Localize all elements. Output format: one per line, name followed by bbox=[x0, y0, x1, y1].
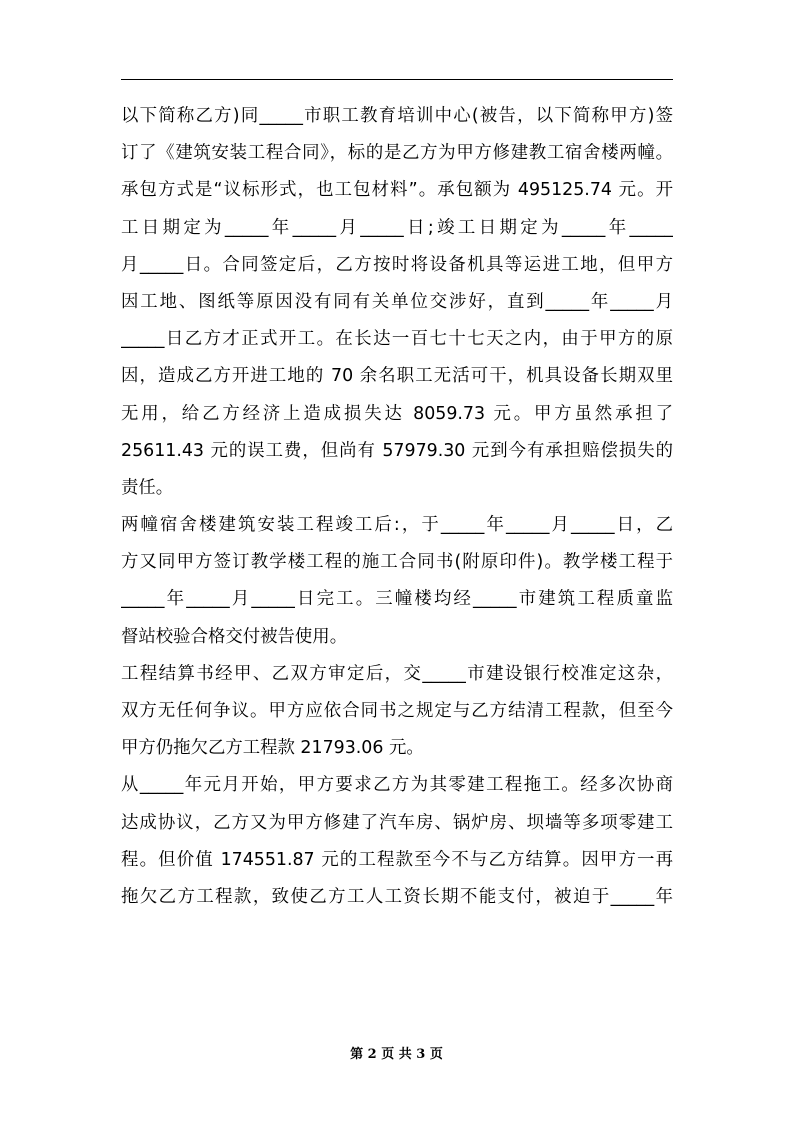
text-line: 无用，给乙方经济上造成损失达 8059.73 元。甲方虽然承担了 bbox=[121, 403, 673, 424]
document-body bbox=[121, 98, 673, 916]
text-line: 程。但价值 174551.87 元的工程款至今不与乙方结算。因甲方一再 bbox=[121, 849, 673, 870]
text-line: 双方无任何争议。甲方应依合同书之规定与乙方结清工程款，但至今 bbox=[121, 701, 673, 721]
text-line: 25611.43 元的误工费，但尚有 57979.30 元到今有承担赔偿损失的 bbox=[121, 440, 673, 461]
text-line: 因工地、图纸等原因没有同有关单位交涉好，直到_____年_____月 bbox=[121, 291, 673, 312]
text-line: 拖欠乙方工程款，致使乙方工人工资长期不能支付，被迫于_____年 bbox=[121, 886, 673, 907]
text-line: 工日期定为_____年_____月_____日;竣工日期定为_____年_____ bbox=[121, 217, 673, 238]
text-line: 方又同甲方签订教学楼工程的施工合同书(附原印件)。教学楼工程于 bbox=[121, 552, 673, 573]
text-line: 甲方仍拖欠乙方工程款 21793.06 元。 bbox=[121, 738, 424, 759]
text-line: 工程结算书经甲、乙双方审定后，交_____市建设银行校准定这杂， bbox=[121, 663, 673, 684]
text-line: 督站校验合格交付被告使用。 bbox=[121, 626, 348, 647]
text-line: 达成协议，乙方又为甲方修建了汽车房、锅炉房、坝墙等多项零建工 bbox=[121, 812, 673, 833]
text-line: 因，造成乙方开进工地的 70 余名职工无活可干，机具设备长期双里 bbox=[121, 366, 673, 387]
text-line: 责任。 bbox=[121, 477, 174, 498]
page-footer: 第 2 页 共 3 页 bbox=[350, 1047, 443, 1062]
text-line: _____年_____月_____日完工。三幢楼均经_____市建筑工程质童监 bbox=[121, 589, 673, 610]
text-line: 承包方式是“议标形式，也工包材料”。承包额为 495125.74 元。开 bbox=[121, 180, 673, 201]
text-line: 订了《建筑安装工程合同》，标的是乙方为甲方修建教工宿舍楼两幢。 bbox=[121, 143, 673, 164]
text-line: 月_____日。合同签定后，乙方按时将设备机具等运进工地，但甲方 bbox=[121, 254, 673, 275]
text-line: _____日乙方才正式开工。在长达一百七十七天之内，由于甲方的原 bbox=[121, 329, 673, 350]
text-line: 从_____年元月开始，甲方要求乙方为其零建工程拖工。经多次协商 bbox=[121, 775, 673, 796]
header-rule bbox=[121, 79, 673, 80]
text-line: 以下简称乙方)同_____市职工教育培训中心(被告，以下简称甲方)签 bbox=[121, 106, 673, 126]
text-line: 两幢宿舍楼建筑安装工程竣工后:，于_____年_____月_____日，乙 bbox=[121, 515, 673, 536]
